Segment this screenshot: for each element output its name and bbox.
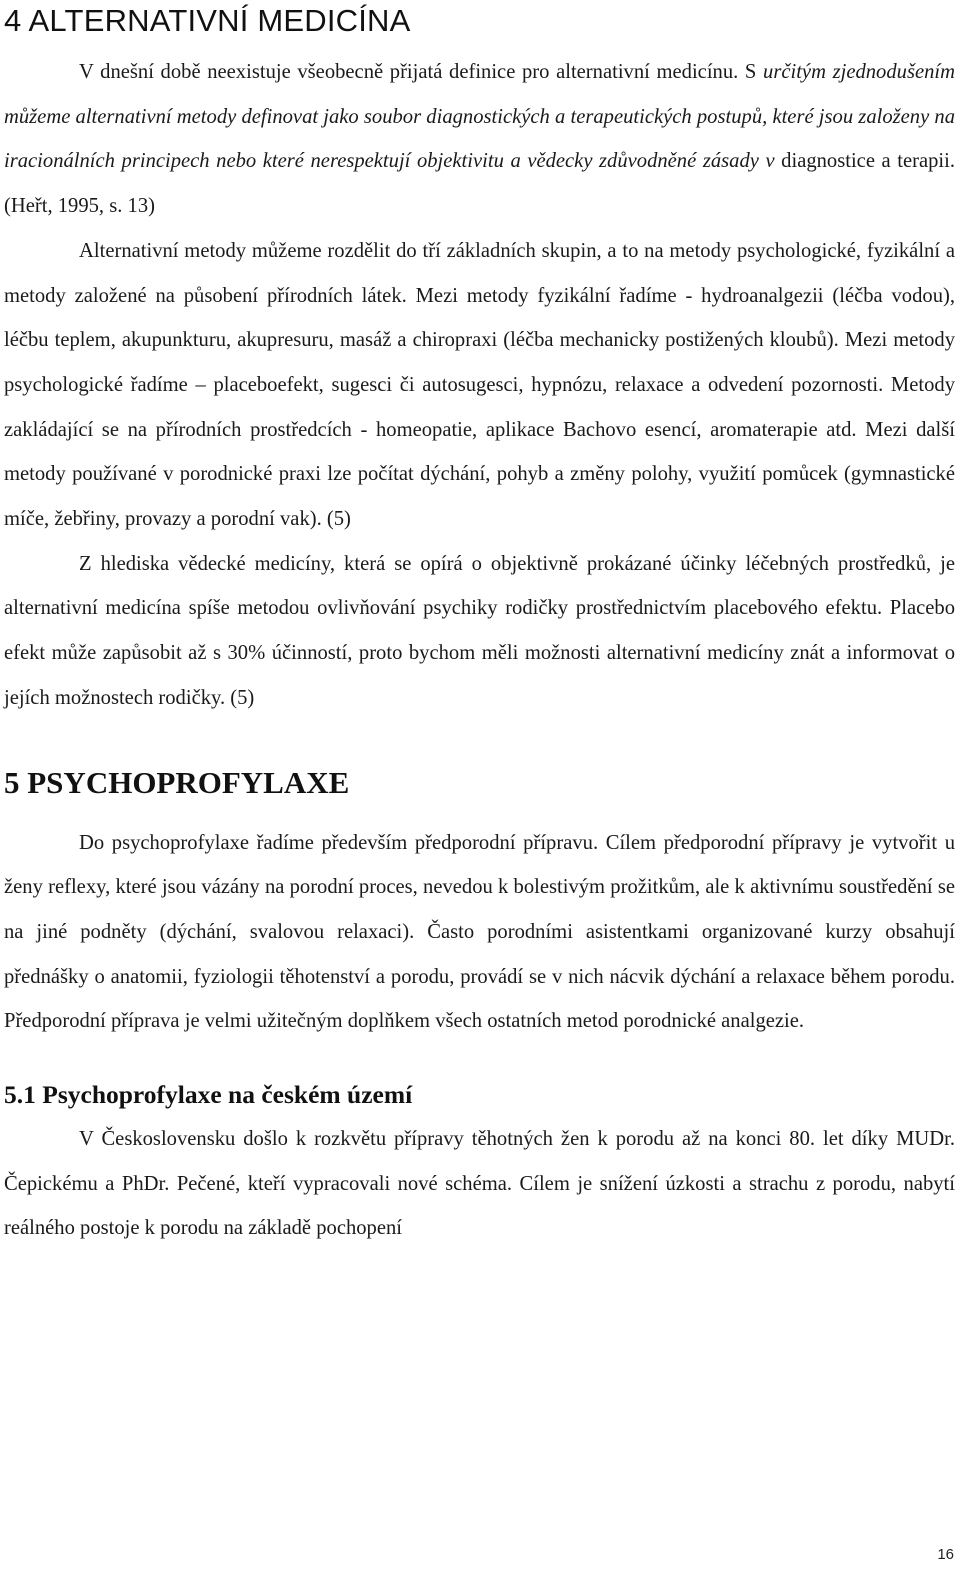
chapter-5-paragraph-1: Do psychoprofylaxe řadíme především předporodní přípravu. Cílem předporodní přípravy je vytvořit u ženy reflexy, které jsou vázány na porodní proces, nevedou k bolestivým prožitkům, ale k aktivnímu soustředění se na jiné podněty (dýchání, svalovou relaxaci). Často porodními asistentkami organizované kurzy obsahují přednášky o anatomii, fyziologii těhotenství a porodu, provádí se v nich nácvik dýchání a relaxace během porodu. Předporodní příprava je velmi užitečným doplňkem všech ostatních metod porodnické analgezie. (4, 831, 955, 1033)
chapter-4-heading: 4 ALTERNATIVNÍ MEDICÍNA (4, 3, 411, 38)
section-5-1-heading: 5.1 Psychoprofylaxe na českém území (4, 1080, 413, 1110)
chapter-4-paragraph-1 (4, 50, 955, 229)
section-5-1-paragraph-1: V Československu došlo k rozkvětu přípravy těhotných žen k porodu až na konci 80. let díky MUDr. Čepickému a PhDr. Pečené, kteří vypracovali nové schéma. Cílem je snížení úzkosti a strachu z porodu, nabytí reálného postoje k porodu na základě pochopení (4, 1128, 955, 1240)
page-number: 16 (937, 1546, 954, 1563)
paragraph-1-intro-text: V dnešní době neexistuje všeobecně přijatá definice pro alternativní medicínu. S (79, 61, 764, 83)
chapter-4-paragraph-3: Z hlediska vědecké medicíny, která se opírá o objektivně prokázané účinky léčebných prostředků, je alternativní medicína spíše metodou ovlivňování psychiky rodičky prostřednictvím placebového efektu. Placebo efekt může zapůsobit až s 30% účinností, proto bychom měli možnosti alternativní medicíny znát a informovat o jejích možnostech rodičky. (5) (4, 552, 955, 709)
definition-citation-text: diagnostice a terapii.(Heřt, 1995, s. 13) (4, 150, 955, 218)
definition-italic-text: určitým zjednodušením můžeme alternativní metody definovat jako soubor diagnostických a terapeutických postupů, které jsou založeny na iracionálních principech nebo které nerespektují objektivitu a vědecky zdůvodněné zásady v (4, 61, 955, 173)
chapter-4-paragraph-2: Alternativní metody můžeme rozdělit do tří základních skupin, a to na metody psychologické, fyzikální a metody založené na působení přírodních látek. Mezi metody fyzikální řadíme - hydroanalgezii (léčba vodou), léčbu teplem, akupunkturu, akupresuru, masáž a chiropraxi (léčba mechanicky postižených kloubů). Mezi metody psychologické řadíme – placeboefekt, sugesci či autosugesci, hypnózu, relaxace a odvedení pozornosti. Metody zakládající se na přírodních prostředcích - homeopatie, aplikace Bachovo esencí, aromaterapie atd. Mezi další metody používané v porodnické praxi lze počítat dýchání, pohyb a změny polohy, využití pomůcek (gymnastické míče, žebřiny, provazy a porodní vak). (5) (4, 239, 955, 531)
chapter-5-heading: 5 PSYCHOPROFYLAXE (4, 764, 350, 800)
page-content (4, 0, 955, 1251)
